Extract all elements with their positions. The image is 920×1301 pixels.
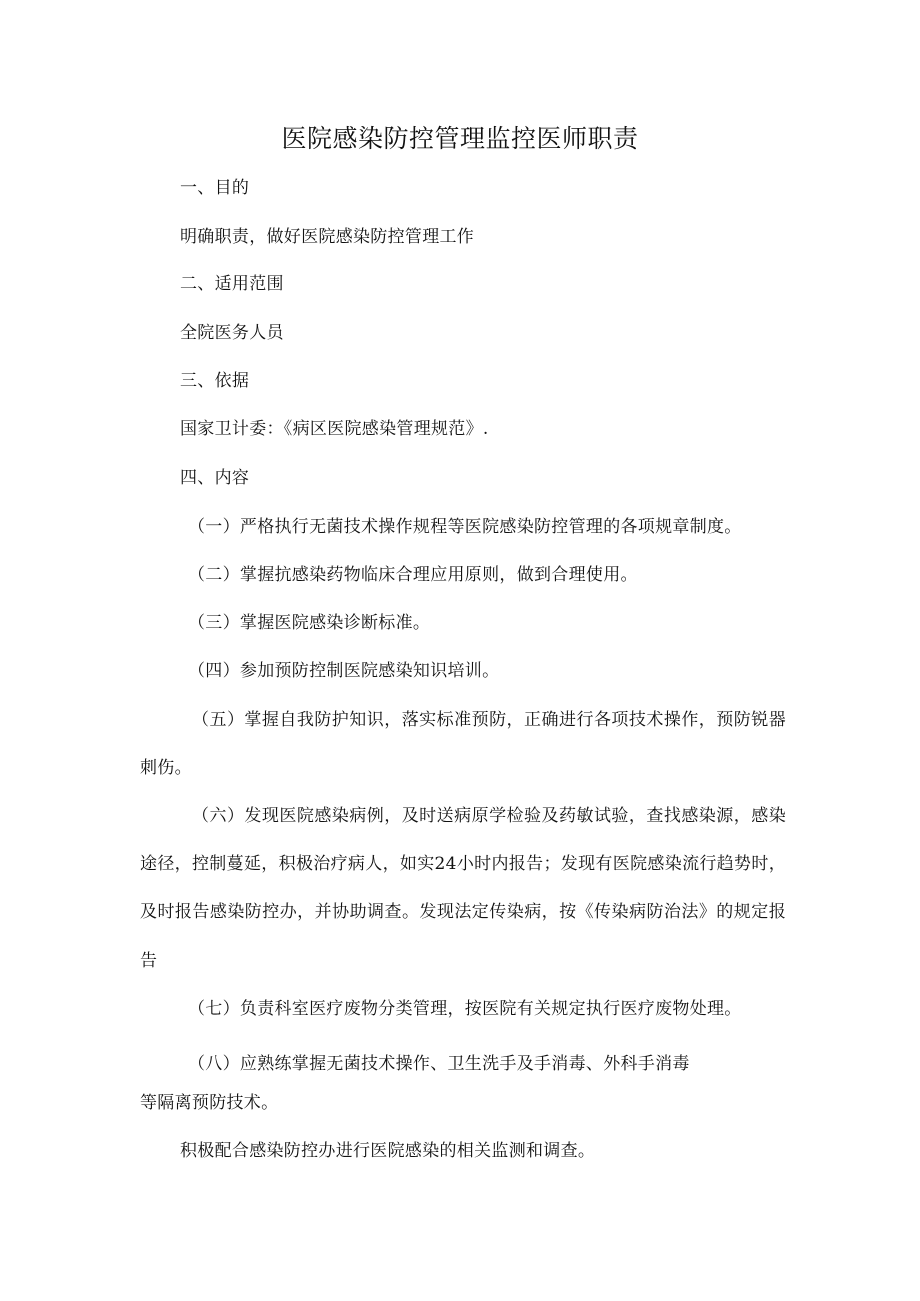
content-heading: 四、内容	[180, 468, 250, 488]
content-item-6: （六）发现医院感染病例，及时送病原学检验及药敏试验，查找感染源，感染途径，控制蔓延，积极治疗病人，如实24小时内报告；发现有医院感染流行趋势时，及时报告感染防控办，并协助调查。发现法定传染病，按《传染病防治法》的规定报告	[140, 806, 786, 971]
content-item-1: （一）严格执行无菌技术操作规程等医院感染防控管理的各项规章制度。	[188, 517, 742, 537]
content-item-8-line-1: （八）应熟练掌握无菌技术操作、卫生洗手及手消毒、外科手消毒	[188, 1054, 690, 1074]
purpose-heading: 一、目的	[180, 178, 250, 198]
scope-heading: 二、适用范围	[180, 274, 284, 294]
content-item-4: （四）参加预防控制医院感染知识培训。	[188, 661, 500, 681]
content-item-5: （五）掌握自我防护知识，落实标准预防，正确进行各项技术操作，预防锐器刺伤。	[140, 710, 786, 779]
content-item-9: 积极配合感染防控办进行医院感染的相关监测和调查。	[180, 1141, 596, 1161]
purpose-text: 明确职责，做好医院感染防控管理工作	[180, 227, 475, 247]
content-item-8-line-2: 等隔离预防技术。	[140, 1093, 279, 1113]
content-item-2: （二）掌握抗感染药物临床合理应用原则，做到合理使用。	[188, 565, 638, 585]
basis-heading: 三、依据	[180, 371, 250, 391]
scope-text: 全院医务人员	[180, 323, 284, 343]
content-item-7: （七）负责科室医疗废物分类管理，按医院有关规定执行医疗废物处理。	[188, 999, 742, 1019]
document-title: 医院感染防控管理监控医师职责	[281, 124, 639, 153]
basis-text: 国家卫计委：《病区医院感染管理规范》.	[180, 419, 489, 439]
content-item-3: （三）掌握医院感染诊断标准。	[188, 613, 431, 633]
